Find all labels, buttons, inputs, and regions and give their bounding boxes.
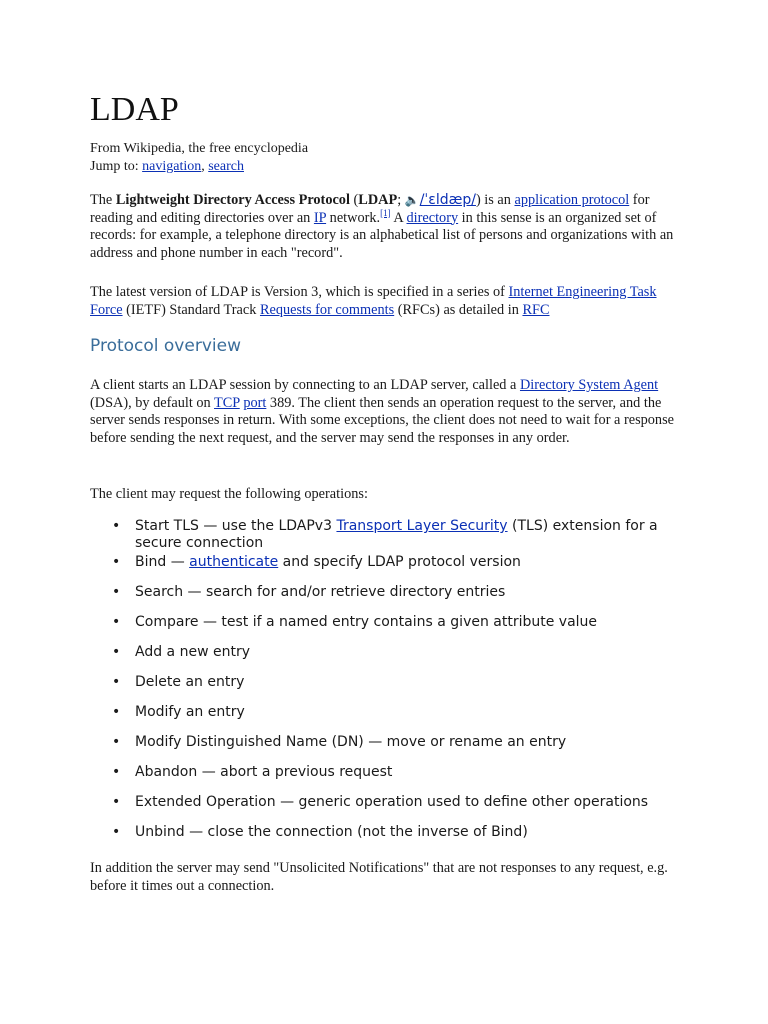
client-session-paragraph — [90, 377, 680, 447]
intro-paragraph — [90, 192, 680, 262]
list-item-compare — [90, 614, 680, 644]
list-item-text: Compare — test if a named entry contains a given attribute value — [135, 614, 598, 630]
intro-bold-name: Lightweight Directory Access Protocol — [115, 192, 350, 208]
list-item-text: Extended Operation — generic operation used to define other operations — [135, 794, 649, 810]
client-text: A client starts an LDAP session by connecting to an LDAP server, called a — [90, 377, 520, 393]
list-item-text: Modify an entry — [135, 704, 245, 720]
page-title: LDAP — [90, 91, 179, 128]
list-item-abandon — [90, 764, 680, 794]
ietf-link[interactable]: Internet Engineering Task Force — [90, 284, 657, 318]
bullet: • — [112, 614, 121, 630]
bullet: • — [112, 764, 121, 780]
bullet: • — [112, 794, 121, 810]
tagline: From Wikipedia, the free encyclopedia — [90, 141, 309, 156]
intro-text: in this sense is an organized set of records: for example, a telephone directory is an alphabetical list of persons and organizations with an address and phone number in each "record". — [90, 209, 674, 261]
list-item-text: Delete an entry — [135, 674, 245, 690]
latest-text: The latest version of LDAP is Version 3, which is specified in a series of — [90, 284, 509, 300]
list-item-text: Unbind — close the connection (not the inverse of Bind) — [135, 824, 528, 840]
latest-version-paragraph — [90, 284, 680, 319]
list-item-unbind — [90, 824, 680, 854]
intro-text: A — [390, 209, 407, 226]
authenticate-link[interactable]: authenticate — [189, 554, 279, 570]
jump-to-label: Jump to: — [90, 159, 143, 174]
application-protocol-link[interactable]: application protocol — [514, 192, 630, 208]
list-item-text: Search — search for and/or retrieve directory entries — [135, 584, 506, 600]
bullet: • — [112, 518, 121, 534]
bullet: • — [112, 554, 121, 570]
tcp-link[interactable]: TCP — [214, 394, 240, 411]
jump-search-link[interactable]: search — [208, 159, 244, 174]
operations-list — [90, 518, 680, 854]
list-item-text: (TLS) extension for a secure connection — [135, 518, 658, 551]
bullet: • — [112, 734, 121, 750]
list-item-text: Modify Distinguished Name (DN) — move or rename an entry — [135, 734, 567, 750]
intro-text: network. — [326, 209, 381, 226]
transport-layer-security-link[interactable]: Transport Layer Security — [336, 518, 508, 534]
list-item-delete — [90, 674, 680, 704]
bullet: • — [112, 704, 121, 720]
ipa-pronunciation-link[interactable]: /ˈɛldæp/ — [419, 192, 476, 208]
speaker-icon[interactable]: 🔈 — [404, 193, 420, 207]
intro-text: ; — [397, 192, 405, 208]
port-link[interactable]: port — [243, 394, 267, 411]
client-text: (DSA), by default on — [90, 394, 215, 411]
unsolicited-notifications-paragraph: In addition the server may send "Unsolicited Notifications" that are not responses to any request, e.g. before it times out a connection. — [90, 860, 668, 894]
operations-intro-paragraph: The client may request the following operations: — [90, 486, 368, 502]
intro-text: ( — [349, 192, 359, 208]
list-item-add — [90, 644, 680, 674]
list-item-start-tls — [90, 518, 680, 554]
latest-text: (IETF) Standard Track — [122, 301, 260, 318]
list-item-extended-operation — [90, 794, 680, 824]
jump-to-line — [90, 158, 244, 176]
directory-system-agent-link[interactable]: Directory System Agent — [519, 377, 659, 393]
requests-for-comments-link[interactable]: Requests for comments — [259, 301, 395, 318]
client-text: 389. The client then sends an operation request to the server, and the server sends responses in return. With some exceptions, the client does not need to wait for a response before sending the next request, and the server may send the responses in any order. — [90, 394, 674, 446]
list-item-modify-dn — [90, 734, 680, 764]
intro-text: for reading and editing directories over an — [90, 192, 650, 226]
bullet: • — [112, 644, 121, 660]
jump-separator: , — [201, 159, 209, 174]
reference-1-link[interactable]: [1] — [380, 207, 391, 218]
bullet: • — [112, 674, 121, 690]
list-item-text: Bind — — [135, 554, 190, 570]
list-item-modify — [90, 704, 680, 734]
jump-navigation-link[interactable]: navigation — [142, 159, 202, 174]
directory-link[interactable]: directory — [406, 209, 459, 226]
bullet: • — [112, 584, 121, 600]
list-item-text: Add a new entry — [135, 644, 250, 660]
rfc-link[interactable]: RFC — [522, 301, 550, 318]
intro-text: ) is an — [475, 192, 515, 208]
ip-link[interactable]: IP — [313, 209, 327, 226]
bullet: • — [112, 824, 121, 840]
list-item-text: and specify LDAP protocol version — [278, 554, 521, 570]
intro-bold-abbr: LDAP — [358, 192, 398, 208]
list-item-text: Abandon — abort a previous request — [135, 764, 393, 780]
list-item-text: Start TLS — use the LDAPv3 — [135, 518, 337, 534]
section-heading-protocol-overview: Protocol overview — [90, 336, 241, 356]
list-item-bind — [90, 554, 680, 584]
intro-text: The — [90, 192, 116, 208]
list-item-search — [90, 584, 680, 614]
latest-text: (RFCs) as detailed in — [394, 301, 523, 318]
